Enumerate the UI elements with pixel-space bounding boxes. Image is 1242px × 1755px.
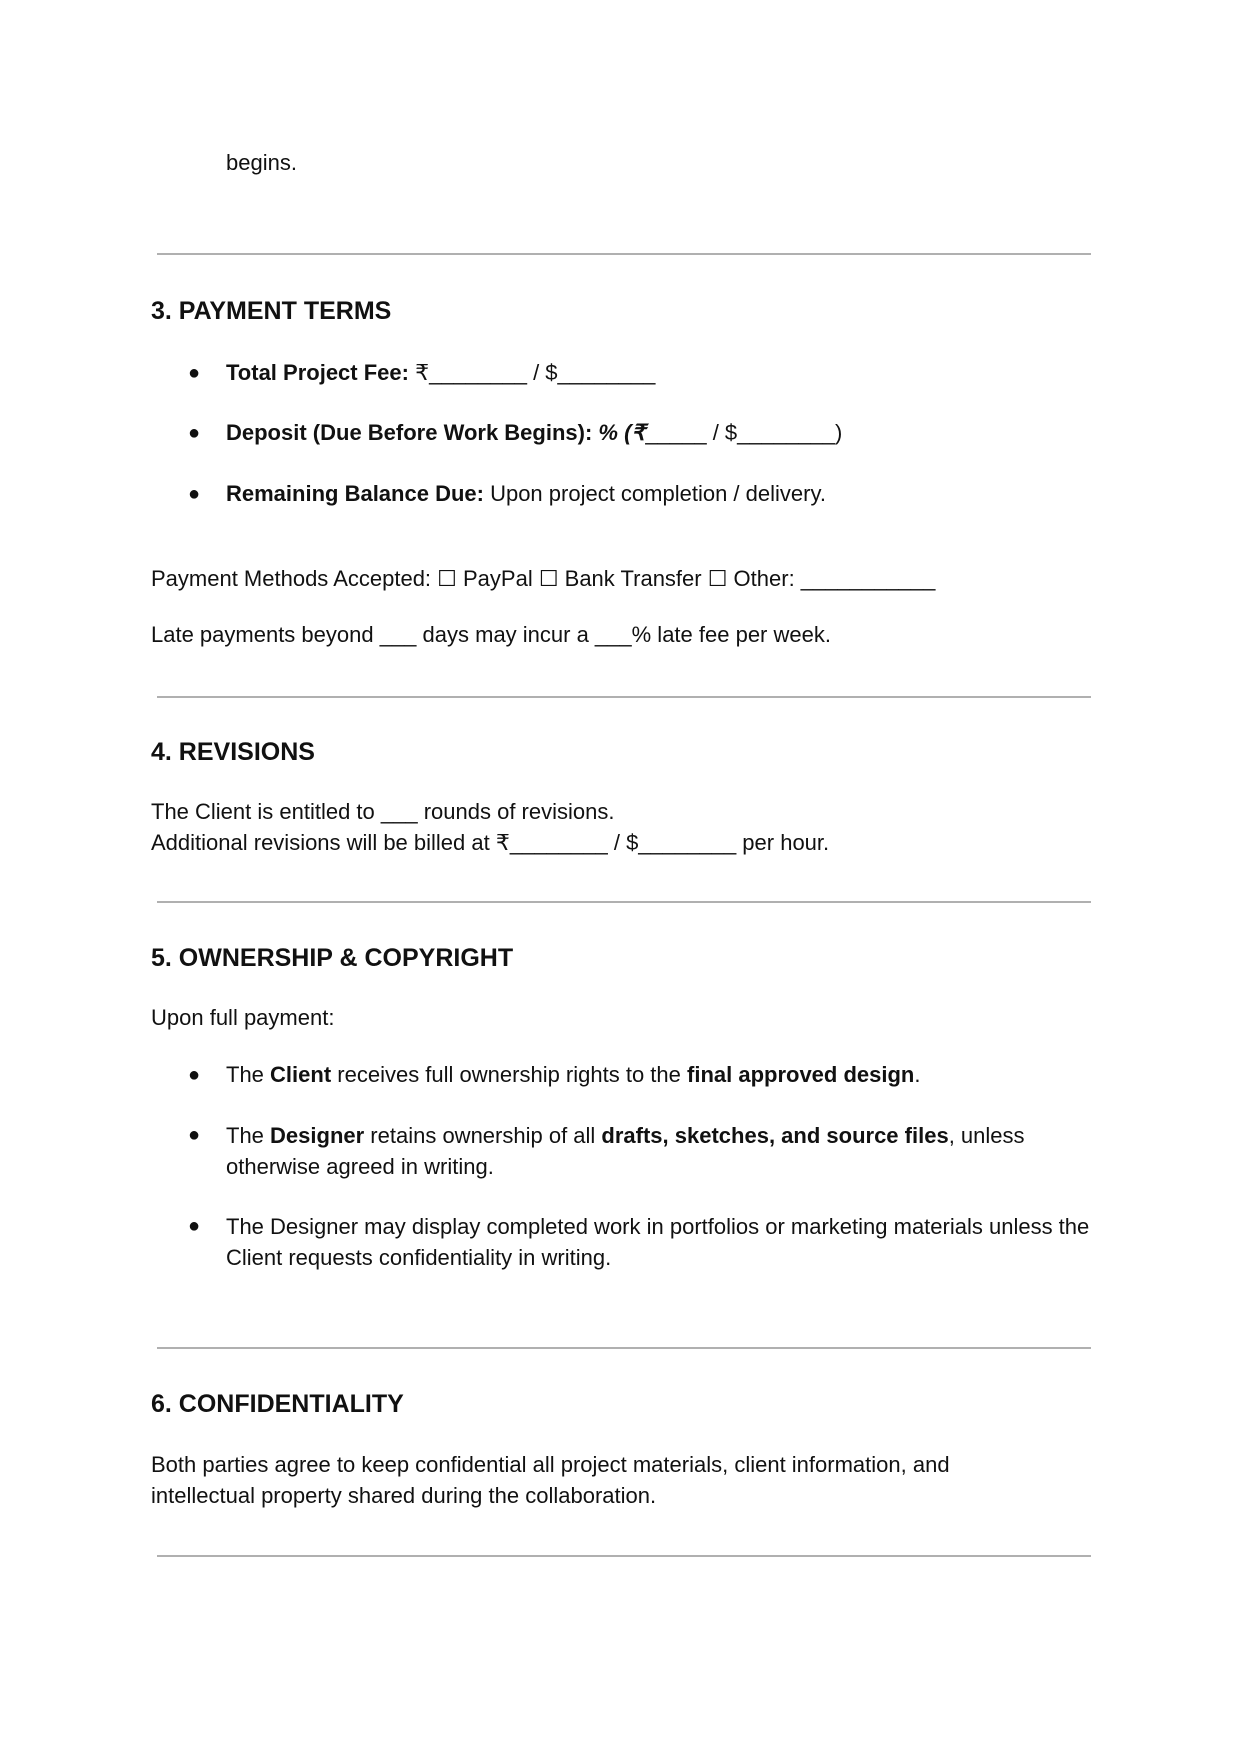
section-heading-payment-terms: 3. PAYMENT TERMS xyxy=(151,297,392,325)
section-divider xyxy=(157,1555,1091,1557)
payment-methods-text: Payment Methods Accepted: ☐ PayPal ☐ Bank Transfer ☐ Other: ___________ xyxy=(151,566,936,591)
deposit-value: _____ / $________) xyxy=(645,420,843,445)
confidentiality-body-text: Both parties agree to keep confidential all project materials, client information, and intellectual property shared during the collaboration. xyxy=(151,1452,950,1508)
section-divider xyxy=(157,1347,1091,1349)
ownership-bullet-portfolio: The Designer may display completed work in portfolios or marketing materials unless the Client requests confidentiality in writing. xyxy=(226,1214,1090,1270)
intro-continuation-text: begins. xyxy=(226,150,297,175)
ownership-bullet-client: The Client receives full ownership rights to the final approved design. xyxy=(226,1062,921,1087)
total-project-fee-label: Total Project Fee: xyxy=(226,360,409,385)
deposit-label: Deposit (Due Before Work Begins): xyxy=(226,420,593,445)
deposit-percent: % (₹ xyxy=(592,420,646,445)
remaining-balance-label: Remaining Balance Due: xyxy=(226,481,484,506)
total-project-fee-value: ₹________ / $________ xyxy=(408,360,656,385)
revisions-line-2: Additional revisions will be billed at ₹________ / $________ per hour. xyxy=(151,830,830,855)
bullet-icon: ● xyxy=(188,1124,201,1146)
section-heading-confidentiality: 6. CONFIDENTIALITY xyxy=(151,1390,404,1418)
remaining-balance-item xyxy=(226,479,826,509)
ownership-intro-text: Upon full payment: xyxy=(151,1005,335,1030)
late-payment-text: Late payments beyond ___ days may incur a ___% late fee per week. xyxy=(151,622,831,647)
ownership-bullet-designer: The Designer retains ownership of all drafts, sketches, and source files, unless otherwise agreed in writing. xyxy=(226,1123,1025,1179)
section-divider xyxy=(157,696,1091,698)
bullet-icon: ● xyxy=(188,1064,201,1086)
section-heading-revisions: 4. REVISIONS xyxy=(151,738,315,766)
section-heading-ownership: 5. OWNERSHIP & COPYRIGHT xyxy=(151,944,514,972)
deposit-item xyxy=(226,418,842,448)
revisions-line-1: The Client is entitled to ___ rounds of revisions. xyxy=(151,799,615,824)
remaining-balance-value: Upon project completion / delivery. xyxy=(483,481,826,506)
section-divider xyxy=(157,253,1091,255)
bullet-icon: ● xyxy=(188,422,201,444)
bullet-icon: ● xyxy=(188,483,201,505)
bullet-icon: ● xyxy=(188,362,201,384)
bullet-icon: ● xyxy=(188,1215,201,1237)
section-divider xyxy=(157,901,1091,903)
total-project-fee-item xyxy=(226,358,655,388)
